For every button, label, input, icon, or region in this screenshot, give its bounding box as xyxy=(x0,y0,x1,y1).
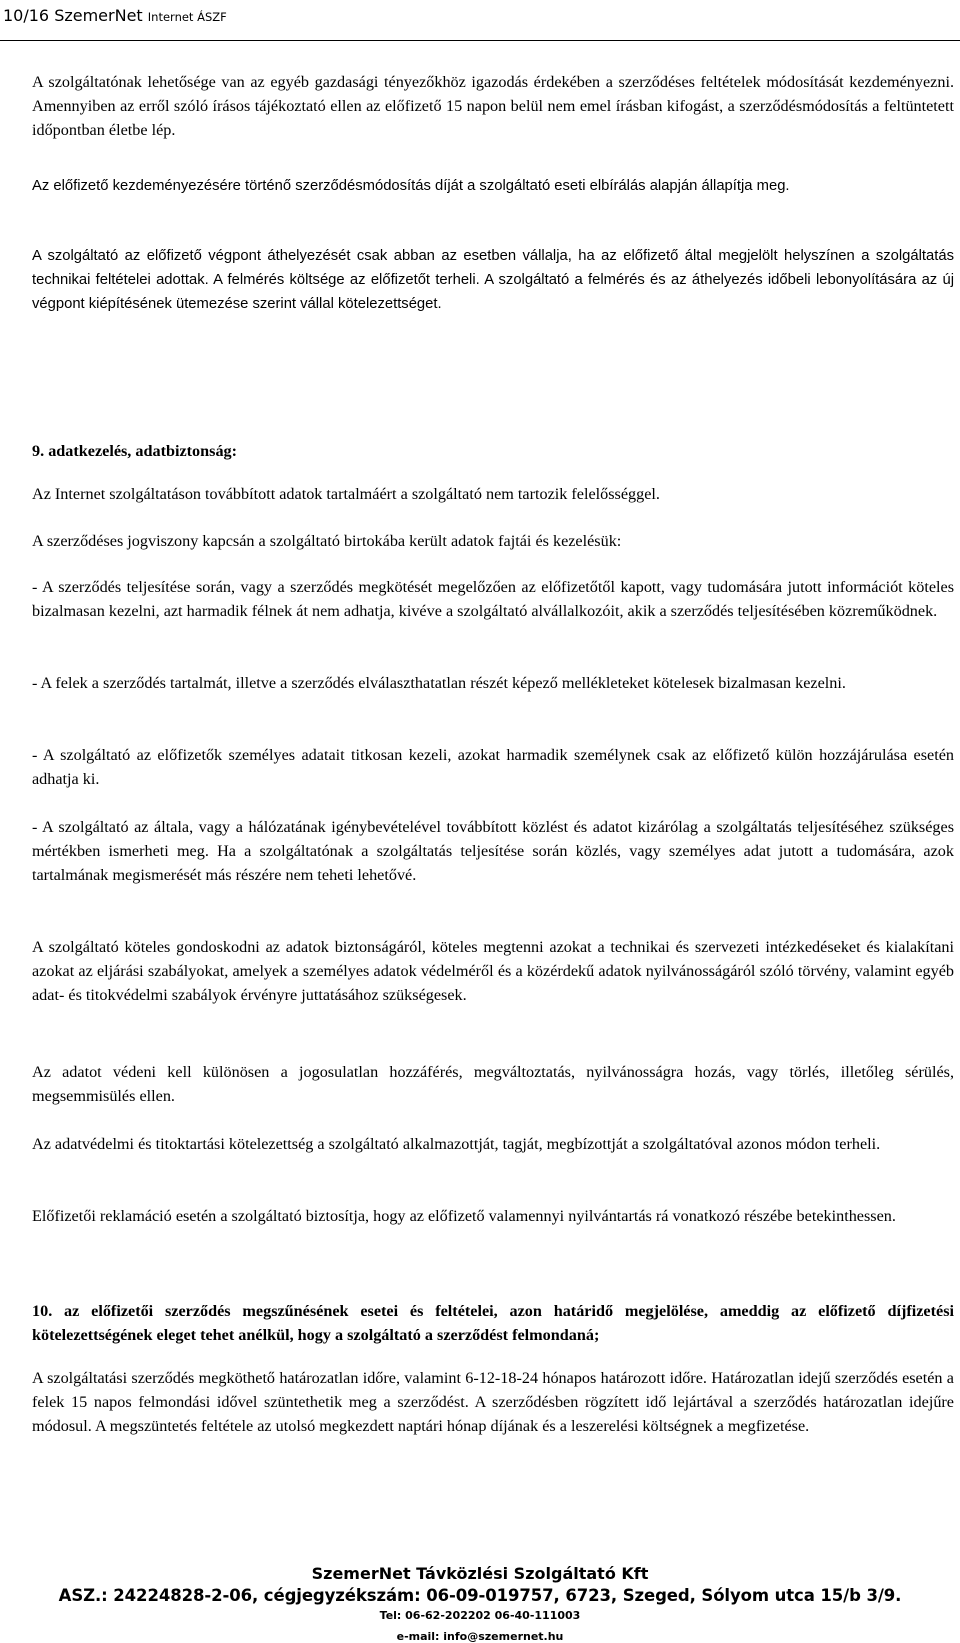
list-item-contract-content: - A felek a szerződés tartalmát, illetve a szerződés elválaszthatatlan részét képező mellékleteket kötelesek bizalmasan kezelni. xyxy=(32,674,846,692)
section-heading-10: 10. az előfizetői szerződés megszűnésének esetei és feltételei, azon határidő megjelölése, ameddig az előfizető díjfizetési kötelezettségének eleget tehet anélkül, hogy a szolgáltató a szerződést felmondaná; xyxy=(32,1302,954,1344)
paragraph-complaint-access: Előfizetői reklamáció esetén a szolgáltató biztosítja, hogy az előfizető valamennyi nyilvántartás rá vonatkozó részébe betekinthessen. xyxy=(32,1207,896,1225)
paragraph-contract-duration: A szolgáltatási szerződés megköthető határozatlan időre, valamint 6-12-18-24 hónapos határozott időre. Határozatlan idejű szerződés esetén a felek 15 napos felmondási idővel szüntethetik meg a szerződést. A szerződésben rögzített idő lejártával a szerződés határozatlan idejűre módosul. A megszüntetés feltétele az utolsó megkezdett naptári hónap díjának és a leszerelési költségnek a megfizetése. xyxy=(32,1369,954,1435)
list-item-transmitted-data: - A szolgáltató az általa, vagy a hálózatának igénybevételével továbbított közlést és adatot kizárólag a szolgáltatás teljesítéséhez szükséges mértékben ismerheti meg. Ha a szolgáltatónak a szolgáltatás teljesítése során közlés, vagy személyes adat jutott a tudomására, azok tartalmának megismerését más részére nem teheti lehetővé. xyxy=(32,818,954,884)
paragraph-contract-modification: A szolgáltatónak lehetősége van az egyéb gazdasági tényezőkhöz igazodás érdekében a szerződéses feltételek módosítását kezdeményezni. Amennyiben az erről szóló írásos tájékoztató ellen az előfizető 15 napon belül nem emel írásban kifogást, a szerződésmódosítás a feltüntetett időpontban életbe lép. xyxy=(32,73,954,139)
paragraph-modification-fee: Az előfizető kezdeményezésére történő szerződésmódosítás díját a szolgáltató eseti elbírálás alapján állapítja meg. xyxy=(32,178,790,194)
page-title: 10/16 SzemerNet xyxy=(3,6,143,25)
footer-company: SzemerNet Távközlési Szolgáltató Kft xyxy=(311,1564,649,1583)
paragraph-data-protection: Az adatot védeni kell különösen a jogosulatlan hozzáférés, megváltoztatás, nyilvánosságra hozás, vagy törlés, illetőleg sérülés, megsemmisülés ellen. xyxy=(32,1063,954,1105)
footer-phone: Tel: 06-62-202202 06-40-111003 xyxy=(379,1609,581,1622)
page-header xyxy=(3,6,227,25)
paragraph-content-liability: Az Internet szolgáltatáson továbbított adatok tartalmáért a szolgáltató nem tartozik felelősséggel. xyxy=(32,485,660,503)
paragraph-data-security: A szolgáltató köteles gondoskodni az adatok biztonságáról, köteles megtenni azokat a technikai és szervezeti intézkedéseket és kialakítani azokat az eljárási szabályokat, amelyek a személyes adatok védelméről és a közérdekű adatok nyilvánosságáról szóló törvény, valamint egyéb adat- és titokvédelmi szabályok érvényre juttatásához szükségesek. xyxy=(32,938,954,1004)
header-divider xyxy=(0,40,960,41)
footer-registration: ASZ.: 24224828-2-06, cégjegyzékszám: 06-09-019757, 6723, Szeged, Sólyom utca 15/b 3/9. xyxy=(58,1586,902,1605)
footer-email: e-mail: info@szemernet.hu xyxy=(396,1630,564,1643)
paragraph-confidentiality-obligation: Az adatvédelmi és titoktartási kötelezettség a szolgáltató alkalmazottját, tagját, megbízottját a szolgáltatóval azonos módon terheli. xyxy=(32,1135,881,1153)
section-heading-9: 9. adatkezelés, adatbiztonság: xyxy=(32,442,238,460)
list-item-personal-data: - A szolgáltató az előfizetők személyes adatait titkosan kezeli, azokat harmadik személynek csak az előfizető külön hozzájárulása esetén adhatja ki. xyxy=(32,746,954,788)
list-item-confidential-info: - A szerződés teljesítése során, vagy a szerződés megkötését megelőzően az előfizetőtől kapott, vagy tudomására jutott információt köteles bizalmasan kezelni, azt harmadik félnek át nem adhatja, kivéve a szolgáltató alvállalkozóit, akik a szerződés teljesítésében közreműködnek. xyxy=(32,578,954,620)
paragraph-endpoint-relocation: A szolgáltató az előfizető végpont áthelyezését csak abban az esetben vállalja, ha az előfizető által megjelölt helyszínen a szolgáltatás technikai feltételei adottak. A felmérés költsége az előfizetőt terheli. A szolgáltató a felmérés és az áthelyezés időbeli lebonyolítására az új végpont kiépítésének ütemezése szerint vállal kötelezettséget. xyxy=(32,248,954,312)
paragraph-data-types: A szerződéses jogviszony kapcsán a szolgáltató birtokába került adatok fajtái és kezelésük: xyxy=(32,532,622,550)
page-subtitle: Internet ÁSZF xyxy=(147,10,227,24)
